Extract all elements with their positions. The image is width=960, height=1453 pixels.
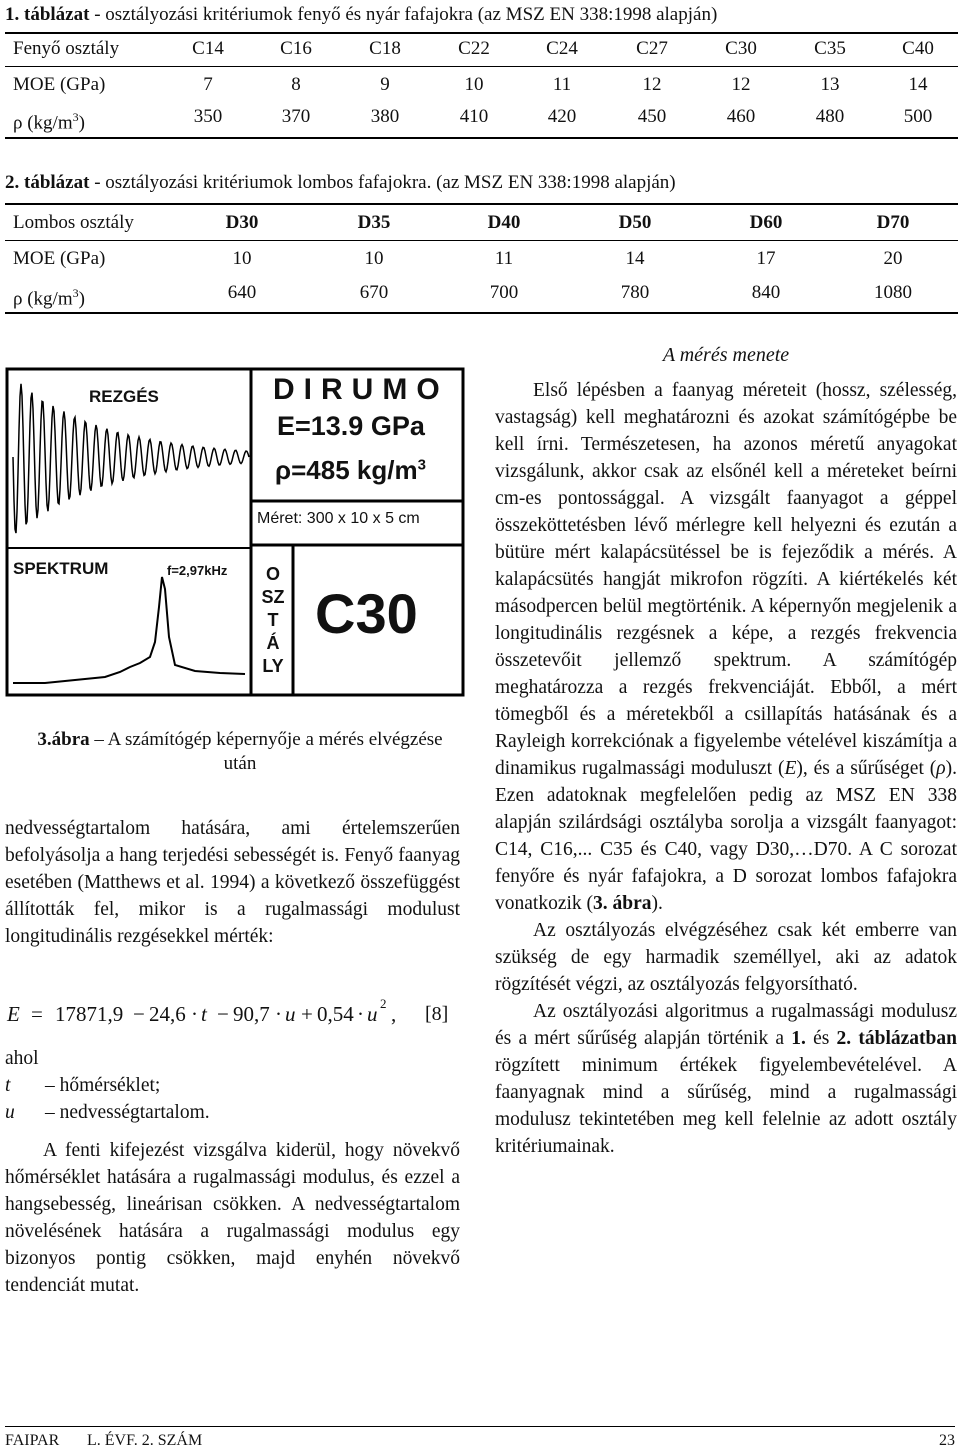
table1-moe-value: 9 bbox=[380, 74, 390, 95]
table2-moe-label: MOE (GPa) bbox=[13, 248, 106, 269]
journal-name: FAIPAR bbox=[5, 1432, 60, 1449]
table1-moe-value: 7 bbox=[203, 74, 213, 95]
left-paragraph-1: nedvességtartalom hatására, ami értelemszerűen befolyásolja a hang terjedési sebességét is. Fenyő faanyag esetében (Matthews et al. 1994) a következő összefüggést állították fel, mikor is a rugalmassági modulust longitudinális rezgésekkel mérték: bbox=[5, 818, 460, 947]
table2-class: D50 bbox=[618, 212, 652, 233]
table1-class: C14 bbox=[192, 38, 224, 59]
section-title: A mérés menete bbox=[662, 344, 790, 366]
table1-header-label: Fenyő osztály bbox=[13, 38, 120, 59]
table1-rho-value: 410 bbox=[459, 106, 489, 127]
table2-rho-value: 670 bbox=[359, 282, 389, 303]
table2-rho-label: ρ $(kg/m^3)$ bbox=[13, 286, 85, 310]
table1-rho-value: 450 bbox=[637, 106, 667, 127]
table2-moe-value: 10 bbox=[364, 248, 384, 269]
table1-header-row bbox=[5, 34, 955, 64]
table2-rho-value: 640 bbox=[227, 282, 257, 303]
table2-header-row bbox=[5, 208, 955, 238]
table2-bottom-rule bbox=[5, 312, 958, 314]
table1-header-rule bbox=[5, 66, 958, 67]
table1-moe-row bbox=[5, 70, 955, 100]
table1-class: C27 bbox=[636, 38, 668, 59]
table1-rho-value: 420 bbox=[547, 106, 577, 127]
table1-rho-value: 370 bbox=[281, 106, 311, 127]
frequency-label: f=2,97kHz bbox=[167, 563, 228, 578]
table1-title: - osztályozási kritériumok fenyő és nyár fafajokra (az MSZ EN 338:1998 alapján) bbox=[89, 4, 718, 25]
equation-8: E = 17871,9 − 24,6 · t − 90,7 · u + 0,54 · u 2 , [8] bbox=[7, 996, 449, 1026]
table2-rho-value: 700 bbox=[489, 282, 519, 303]
table2-rho-value: 1080 bbox=[874, 282, 912, 303]
table1-rho-label: ρ $(kg/m^3)$ bbox=[13, 110, 85, 134]
table1-class: C18 bbox=[369, 38, 401, 59]
table2-header-rule bbox=[5, 240, 958, 241]
dirumo-brand: DIRUMO bbox=[273, 373, 449, 406]
table2-class: D70 bbox=[876, 212, 910, 233]
right-paragraphs bbox=[495, 377, 957, 1160]
table2-moe-value: 11 bbox=[494, 248, 514, 269]
table1-class: C30 bbox=[725, 38, 757, 59]
table1-moe-value: 12 bbox=[642, 74, 662, 95]
footer-rule bbox=[5, 1426, 955, 1427]
table1-rho-value: 500 bbox=[903, 106, 933, 127]
table1-rho-value: 460 bbox=[726, 106, 756, 127]
table1-class: C22 bbox=[458, 38, 490, 59]
page-footer bbox=[5, 1430, 955, 1452]
page-number: 23 bbox=[939, 1432, 955, 1449]
table2-caption bbox=[5, 172, 676, 194]
table1-class: C40 bbox=[902, 38, 934, 59]
table1-rho-value: 380 bbox=[370, 106, 400, 127]
table2-rho-value: 840 bbox=[751, 282, 781, 303]
table1-bottom-rule bbox=[5, 137, 958, 139]
table2-moe-value: 17 bbox=[756, 248, 776, 269]
table1-rho-value: 350 bbox=[193, 106, 223, 127]
table1-class: C24 bbox=[546, 38, 578, 59]
meret-label: Méret: 300 x 10 x 5 cm bbox=[257, 510, 420, 527]
table1-caption bbox=[5, 4, 717, 26]
rho-value: ρ=485 $kg/m^3$ bbox=[275, 455, 426, 485]
table2-top-rule bbox=[5, 203, 958, 205]
table1-moe-value: 11 bbox=[552, 74, 572, 95]
table1-moe-value: 14 bbox=[908, 74, 928, 95]
table2-moe-row bbox=[5, 244, 955, 274]
table2-rho-row bbox=[5, 278, 955, 308]
figure-caption: 3.ábra – A számítógép képernyője a mérés elvégzése után bbox=[37, 729, 443, 774]
class-result: C30 bbox=[315, 582, 418, 645]
table2-moe-value: 20 bbox=[883, 248, 903, 269]
table1-moe-value: 12 bbox=[731, 74, 751, 95]
table1-class: C35 bbox=[814, 38, 846, 59]
table1-class: C16 bbox=[280, 38, 312, 59]
right-paragraph-2: Az osztályozás elvégzéséhez csak két emberre van szükség de egy harmadik személlyel, aki az adatok rögzítését végzi, az osztályozás felgyorsítható. bbox=[495, 920, 957, 995]
rezges-label: REZGÉS bbox=[89, 387, 159, 406]
table1-rho-value: 480 bbox=[815, 106, 845, 127]
right-paragraph-3: Az osztályozási algoritmus a rugalmassági modulusz és a mért sűrűség alapján történik a 1. és 2. táblázatban rögzített minimum értékek figyelembevételével. A faanyagnak mind a sűrűség, mind a rugalmassági modulusz tekintetében meg kell felelnie az adott osztály kritériumainak. bbox=[495, 1001, 957, 1157]
table2-class: D30 bbox=[225, 212, 259, 233]
osztaly-vertical-label: O SZ T Á LY bbox=[261, 564, 285, 676]
left-paragraph-2: A fenti kifejezést vizsgálva kiderül, hogy növekvő hőmérséklet hatására a rugalmassági modulus, és ezzel a hangsebesség, lineárisan csökken. A nedvességtartalom növelésének hatására a rugalmassági modulus egy bizonyos pontig csökken, majd enyhén növekvő tendenciát mutat. bbox=[5, 1140, 460, 1296]
table2-moe-value: 14 bbox=[625, 248, 645, 269]
table1-moe-value: 13 bbox=[820, 74, 840, 95]
table2-title: - osztályozási kritériumok lombos fafajokra. (az MSZ EN 338:1998 alapján) bbox=[89, 172, 676, 193]
table1-moe-value: 8 bbox=[291, 74, 301, 95]
e-value: E=13.9 GPa bbox=[277, 411, 425, 441]
table2-class: D35 bbox=[357, 212, 391, 233]
table2-moe-value: 10 bbox=[232, 248, 252, 269]
table2-class: D40 bbox=[487, 212, 521, 233]
table2-number: 2. táblázat bbox=[5, 172, 90, 193]
spektrum-label: SPEKTRUM bbox=[13, 559, 109, 578]
table1-moe-value: 10 bbox=[464, 74, 484, 95]
table2-header-label: Lombos osztály bbox=[13, 212, 134, 233]
measurement-screen-figure bbox=[5, 367, 465, 697]
issue-info: L. ÉVF. 2. SZÁM bbox=[87, 1432, 203, 1449]
table1-moe-label: MOE (GPa) bbox=[13, 74, 106, 95]
table2-rho-value: 780 bbox=[620, 282, 650, 303]
spectrum-curve bbox=[13, 577, 245, 683]
table1-rho-row bbox=[5, 102, 955, 132]
table2-class: D60 bbox=[749, 212, 783, 233]
table1-number: 1. táblázat bbox=[5, 4, 90, 25]
right-paragraph-1: Első lépésben a faanyag méreteit (hossz, szélesség, vastagság) kell meghatározni és azokat számítógépbe be kell írni. Természetesen, ha azonos méretű anyagokat vizsgálunk, akkor csak az elsőnél kell a méreteket beírni cm-es pontossággal. A vizsgált faanyagot a géppel összeköttetésben lévő mérlegre kell helyezni és ezután a bütüre mért kalapácsütéssel be is fejeződik a mérés. A kalapácsütés hangját mikrofon rögzíti. A kiértékelés két másodpercen belül megtörténik. A képernyőn megjelenik a longitudinális rezgésnek a képe, a rezgés frekvencia összetevőit jellemző spektrum. A számítógép meghatározza a rezgés frekvenciáját. Ebből, a mért tömegből és a méretekből a csillapítás hatásának és a Rayleigh korrekciónak a figyelembe vételével kiszámítja a dinamikus rugalmassági moduluszt (E), és a sűrűséget (ρ). Ezen adatoknak megfelelően pedig az MSZ EN 338 alapján szilárdsági osztályba sorolja a vizsgált faanyagot: C14, C16,... C35 és C40, vagy D30,…D70. A C sorozat fenyőre és nyár fafajokra, a D sorozat lombos fafajokra vonatkozik (3. ábra). bbox=[495, 380, 957, 914]
